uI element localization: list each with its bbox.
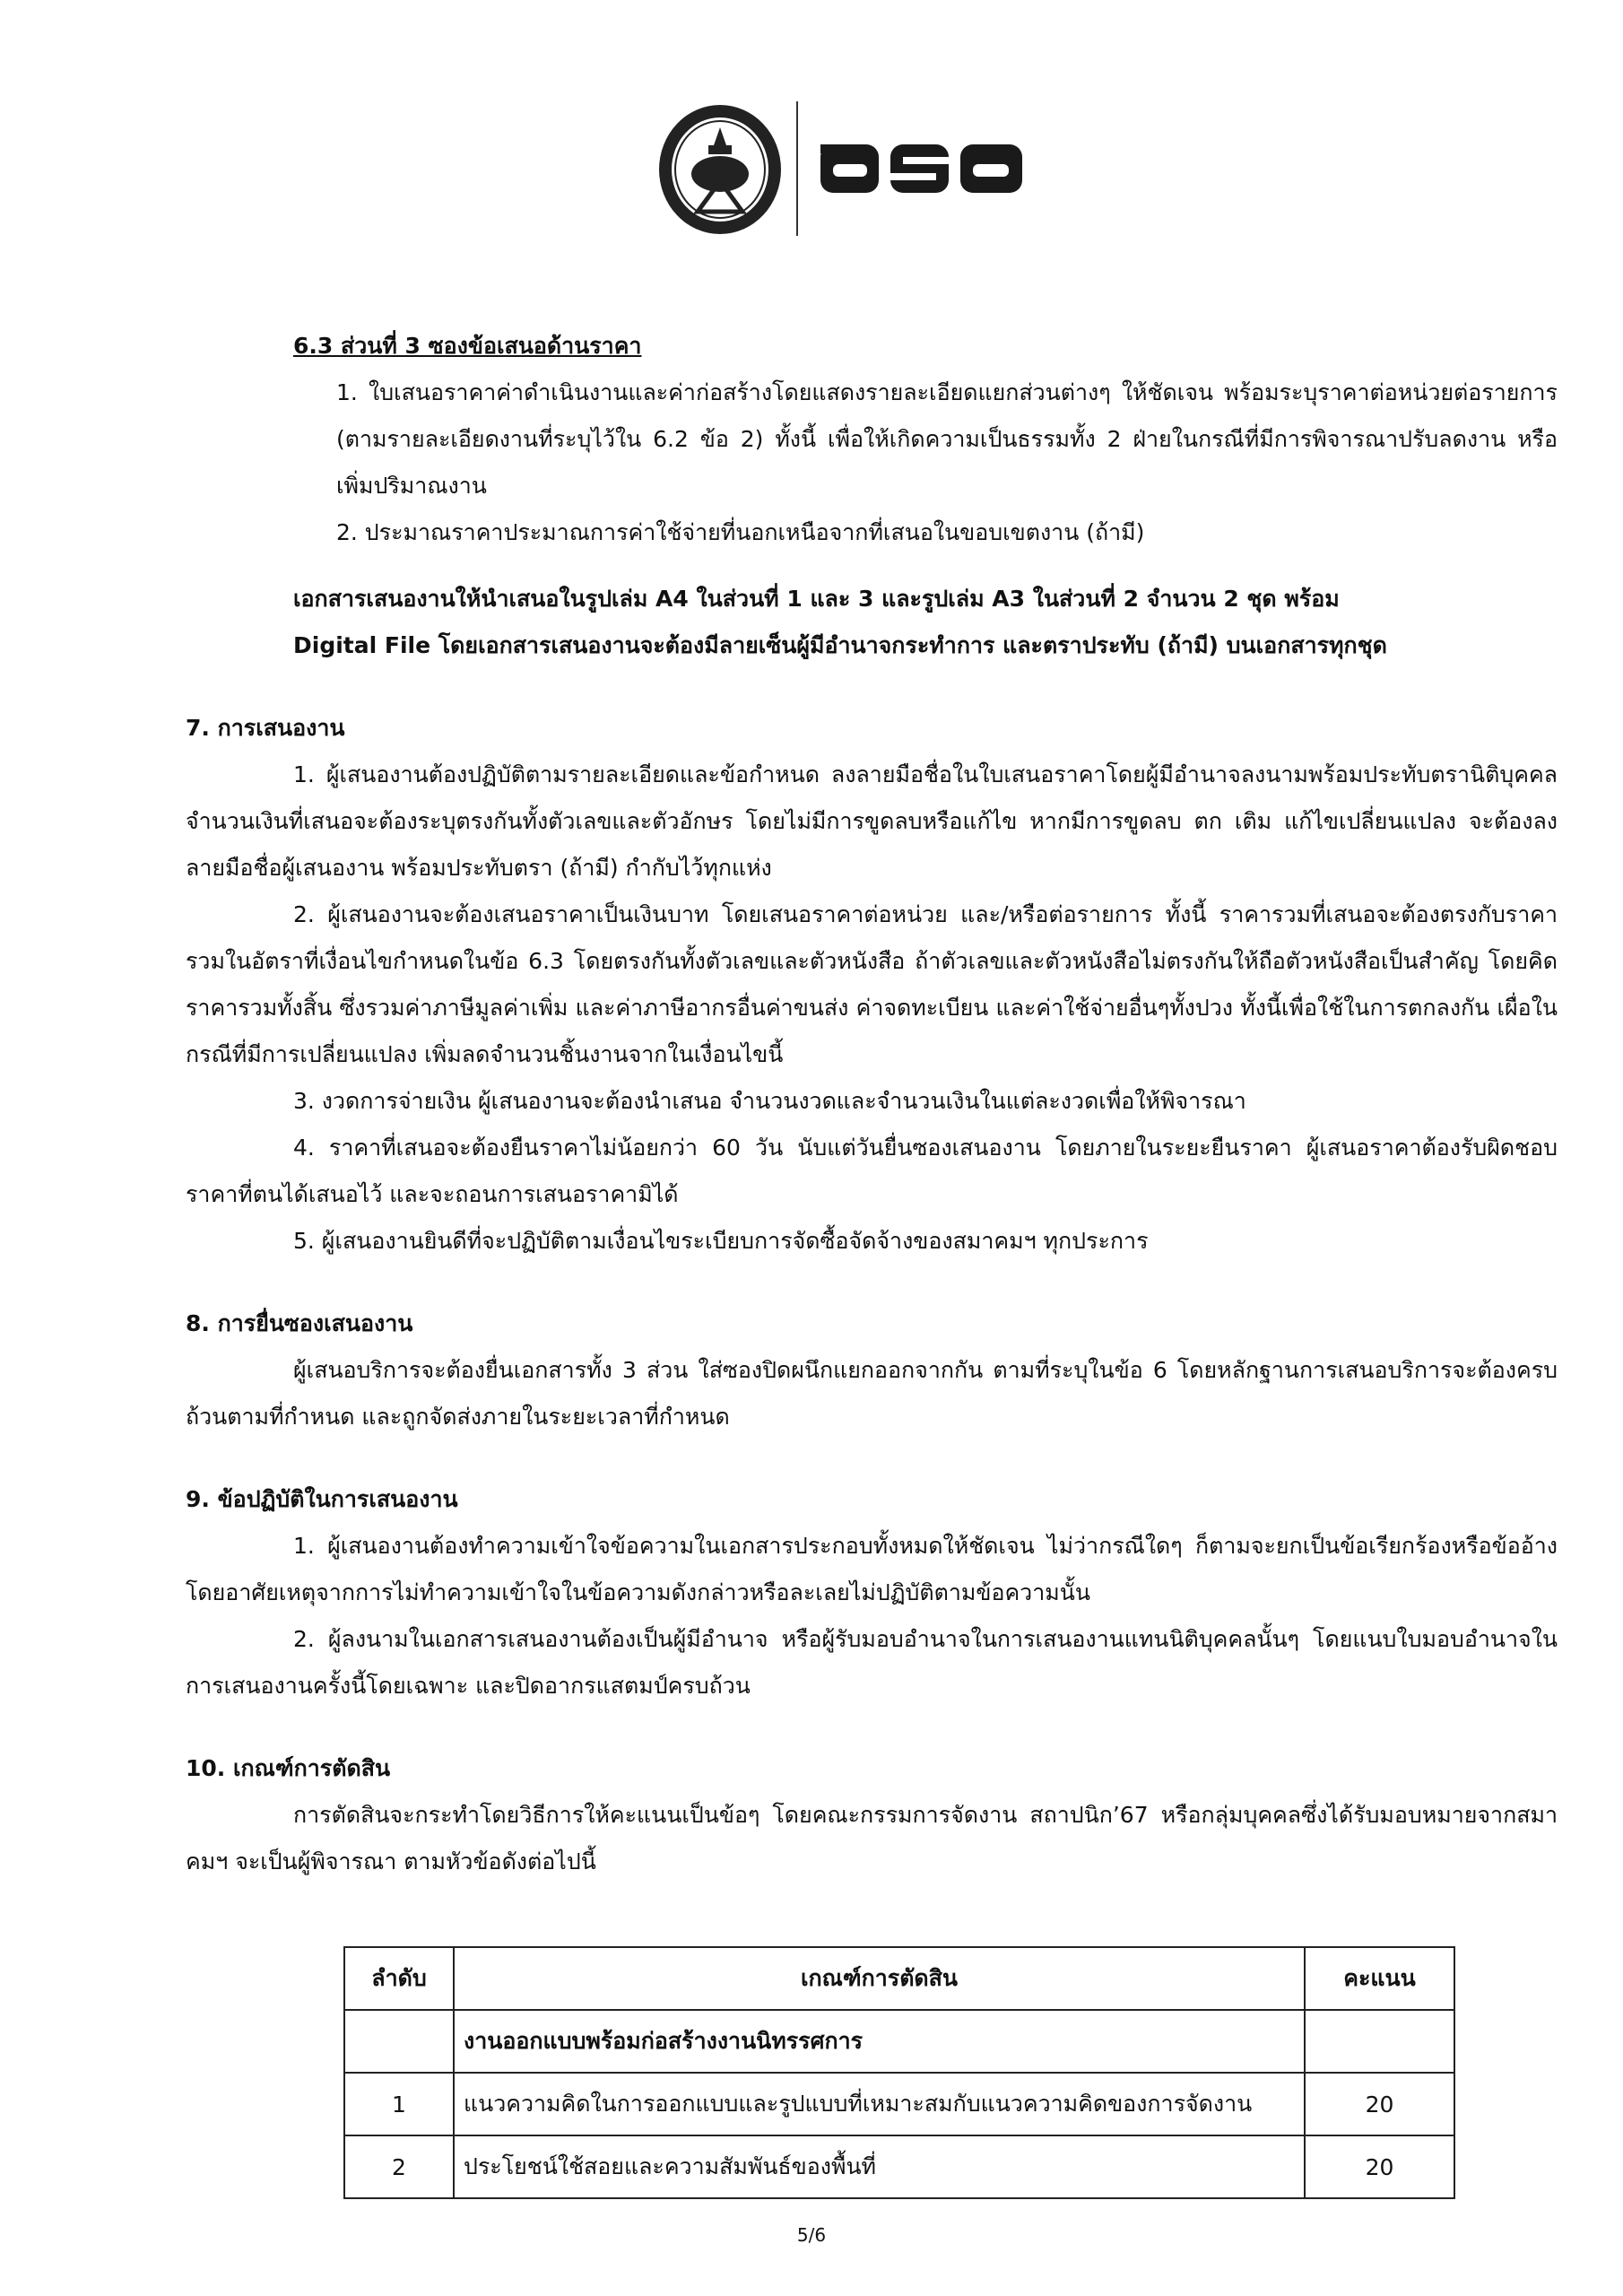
judging-criteria-table [343, 1946, 1455, 2199]
submission-note-line-1: เอกสารเสนองานให้นำเสนอในรูปเล่ม A4 ในส่วนที่ 1 และ 3 และรูปเล่ม A3 ในส่วนที่ 2 จำนวน 2 ชุด พร้อม [293, 586, 1340, 612]
row-criteria: ประโยชน์ใช้สอยและความสัมพันธ์ของพื้นที่ [454, 2135, 1305, 2198]
section-8-body: ผู้เสนอบริการจะต้องยื่นเอกสารทั้ง 3 ส่วน ใส่ซองปิดผนึกแยกออกจากกัน ตามที่ระบุในข้อ 6 โดยหลักฐานการเสนอบริการจะต้องครบถ้วนตามที่กำหนด และถูกจัดส่งภายในระยะเวลาที่กำหนด [186, 1357, 1558, 1430]
header-order: ลำดับ [344, 1947, 454, 2010]
row-order: 2 [344, 2135, 454, 2198]
row-score: 20 [1305, 2073, 1454, 2135]
row-order: 1 [344, 2073, 454, 2135]
section-6-3-heading: 6.3 ส่วนที่ 3 ซองข้อเสนอด้านราคา [293, 333, 642, 359]
section-7-item-3: 3. งวดการจ่ายเงิน ผู้เสนองานจะต้องนำเสนอ จำนวนงวดและจำนวนเงินในแต่ละงวดเพื่อให้พิจารณา [293, 1088, 1246, 1114]
table-row [344, 2135, 1454, 2198]
section-6-3-item-2: 2. ประมาณราคาประมาณการค่าใช้จ่ายที่นอกเหนือจากที่เสนอในขอบเขตงาน (ถ้ามี) [336, 519, 1145, 545]
section-7-item-5: 5. ผู้เสนองานยินดีที่จะปฏิบัติตามเงื่อนไขระเบียบการจัดซื้อจัดจ้างของสมาคมฯ ทุกประการ [293, 1228, 1149, 1254]
table-header-row [344, 1947, 1454, 2010]
page-number: 5/6 [796, 2224, 827, 2246]
page-header [0, 97, 1623, 240]
header-score: คะแนน [1305, 1947, 1454, 2010]
section-10-heading: 10. เกณฑ์การตัดสิน [186, 1755, 391, 1781]
section-9-heading: 9. ข้อปฏิบัติในการเสนองาน [186, 1486, 458, 1512]
group-title: งานออกแบบพร้อมก่อสร้างงานนิทรรศการ [454, 2010, 1305, 2073]
submission-note-line-2: Digital File โดยเอกสารเสนองานจะต้องมีลายเซ็นผู้มีอำนาจกระทำการ และตราประทับ (ถ้ามี) บนเอกสารทุกชุด [293, 632, 1387, 658]
section-8-heading: 8. การยื่นซองเสนองาน [186, 1310, 413, 1336]
header-criteria: เกณฑ์การตัดสิน [454, 1947, 1305, 2010]
table-row [344, 2073, 1454, 2135]
table-group-row [344, 2010, 1454, 2073]
section-9-item-2: 2. ผู้ลงนามในเอกสารเสนองานต้องเป็นผู้มีอำนาจ หรือผู้รับมอบอำนาจในการเสนองานแทนนิติบุคคลนั้นๆ โดยแนบใบมอบอำนาจในการเสนองานครั้งนี้โดยเฉพาะ และปิดอากรแสตมป์ครบถ้วน [186, 1626, 1558, 1699]
section-7-item-4: 4. ราคาที่เสนอจะต้องยืนราคาไม่น้อยกว่า 60 วัน นับแต่วันยื่นซองเสนองาน โดยภายในระยะยืนราคา ผู้เสนอราคาต้องรับผิดชอบราคาที่ตนได้เสนอไว้ และจะถอนการเสนอราคามิได้ [186, 1135, 1558, 1207]
group-score-cell [1305, 2010, 1454, 2073]
section-7-item-1: 1. ผู้เสนองานต้องปฏิบัติตามรายละเอียดและข้อกำหนด ลงลายมือชื่อในใบเสนอราคาโดยผู้มีอำนาจลงนามพร้อมประทับตรานิติบุคคล จำนวนเงินที่เสนอจะต้องระบุตรงกันทั้งตัวเลขและตัวอักษร โดยไม่มีการขูดลบหรือแก้ไข หากมีการขูดลบ ตก เติม แก้ไขเปลี่ยนแปลง จะต้องลงลายมือชื่อผู้เสนองาน พร้อมประทับตรา (ถ้ามี) กำกับไว้ทุกแห่ง [186, 761, 1558, 881]
section-9-item-1: 1. ผู้เสนองานต้องทำความเข้าใจข้อความในเอกสารประกอบทั้งหมดให้ชัดเจน ไม่ว่ากรณีใดๆ ก็ตามจะยกเป็นข้อเรียกร้องหรือข้ออ้างโดยอาศัยเหตุจากการไม่ทำความเข้าใจในข้อความดังกล่าวหรือละเลยไม่ปฏิบัติตามข้อความนั้น [186, 1533, 1558, 1605]
asa-seal-logo [653, 102, 787, 237]
section-7-item-2: 2. ผู้เสนองานจะต้องเสนอราคาเป็นเงินบาท โดยเสนอราคาต่อหน่วย และ/หรือต่อรายการ ทั้งนี้ ราคารวมที่เสนอจะต้องตรงกับราคารวมในอัตราที่เงื่อนไขกำหนดในข้อ 6.3 โดยตรงกันทั้งตัวเลขและตัวหนังสือ ถ้าตัวเลขและตัวหนังสือไม่ตรงกันให้ถือตัวหนังสือเป็นสำคัญ โดยคิดราคารวมทั้งสิ้น ซึ่งรวมค่าภาษีมูลค่าเพิ่ม และค่าภาษีอากรอื่นค่าขนส่ง ค่าจดทะเบียน และค่าใช้จ่ายอื่นๆทั้งปวง ทั้งนี้เพื่อใช้ในการตกลงกัน เผื่อในกรณีที่มีการเปลี่ยนแปลง เพิ่มลดจำนวนชิ้นงานจากในเงื่อนไขนี้ [186, 901, 1558, 1067]
document-body [186, 323, 1558, 1885]
row-score: 20 [1305, 2135, 1454, 2198]
row-criteria: แนวความคิดในการออกแบบและรูปแบบที่เหมาะสมกับแนวความคิดของการจัดงาน [454, 2073, 1305, 2135]
group-order-cell [344, 2010, 454, 2073]
header-divider [796, 101, 798, 236]
asa-wordmark-logo [820, 137, 1022, 200]
section-6-3-item-1: 1. ใบเสนอราคาค่าดำเนินงานและค่าก่อสร้างโดยแสดงรายละเอียดแยกส่วนต่างๆ ให้ชัดเจน พร้อมระบุราคาต่อหน่วยต่อรายการ (ตามรายละเอียดงานที่ระบุไว้ใน 6.2 ข้อ 2) ทั้งนี้ เพื่อให้เกิดความเป็นธรรมทั้ง 2 ฝ่ายในกรณีที่มีการพิจารณาปรับลดงาน หรือเพิ่มปริมาณงาน [336, 379, 1558, 499]
section-10-body: การตัดสินจะกระทำโดยวิธีการให้คะแนนเป็นข้อๆ โดยคณะกรรมการจัดงาน สถาปนิก’67 หรือกลุ่มบุคคลซึ่งได้รับมอบหมายจากสมาคมฯ จะเป็นผู้พิจารณา ตามหัวข้อดังต่อไปนี้ [186, 1802, 1558, 1874]
section-7-heading: 7. การเสนองาน [186, 715, 345, 741]
